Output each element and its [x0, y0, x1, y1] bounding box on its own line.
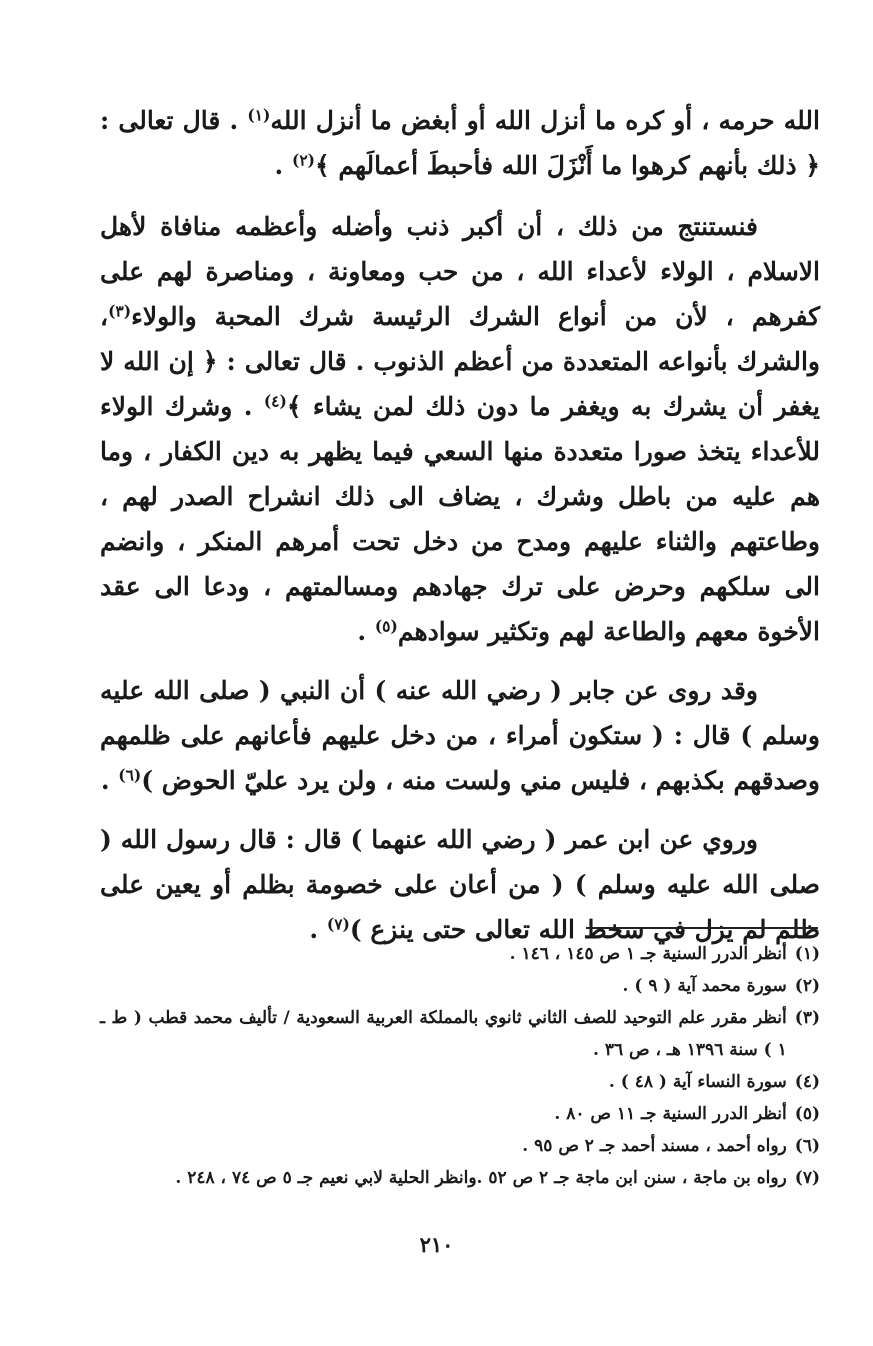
- paragraph-1: [100, 98, 820, 188]
- footnote-text: أنظر الدرر السنية جـ ١ ص ١٤٥ ، ١٤٦ .: [509, 944, 787, 964]
- footnote-ref-3: (٣): [108, 301, 132, 321]
- footnote-2: [100, 970, 820, 1002]
- footnote-ref-4: (٤): [263, 391, 287, 411]
- paragraph-2-verse: ، والشرك بأنواعه المتعددة من أعظم الذنوب . قال تعالى : ﴿ إن الله لا يغفر أن يشرك به ويغفر ما دون ذلك لمن يشاء ﴾: [100, 302, 820, 421]
- paragraph-1-text: الله حرمه ، أو كره ما أنزل الله أو أبغض ما أنزل الله: [270, 106, 820, 135]
- footnote-number: (٤): [794, 1072, 820, 1092]
- footnote-ref-5: (٥): [374, 616, 398, 636]
- footnote-text: سورة النساء آية ( ٤٨ ) .: [608, 1072, 787, 1092]
- paragraph-4: [100, 817, 820, 952]
- paragraph-2-end: .: [357, 617, 367, 646]
- paragraph-2-text: فنستنتج من ذلك ، أن أكبر ذنب وأضله وأعظمه منافاة لأهل الاسلام ، الولاء لأعداء الله ، من حب ومعاونة ، ومناصرة لهم على كفرهم ، لأن من أنواع الشرك الرئيسة شرك المحبة والولاء: [100, 212, 820, 331]
- footnotes: [100, 938, 820, 1194]
- paragraph-3: [100, 668, 820, 803]
- paragraph-2: [100, 204, 820, 654]
- paragraph-4-end: .: [309, 915, 319, 944]
- footnote-text: أنظر مقرر علم التوحيد للصف الثاني ثانوي بالمملكة العربية السعودية / تأليف محمد قطب ( ط ـ ١ ) سنة ١٣٩٦ هـ ، ص ٣٦ .: [100, 1008, 787, 1060]
- paragraph-1-end: .: [274, 151, 284, 180]
- footnote-number: (٣): [794, 1008, 820, 1028]
- footnote-number: (٧): [794, 1168, 820, 1188]
- paragraph-3-text: وقد روى عن جابر ( رضي الله عنه ) أن النبي ( صلى الله عليه وسلم ) قال : ( ستكون أمراء ، من دخل عليهم فأعانهم على ظلمهم وصدقهم بكذبهم ، فليس مني ولست منه ، ولن يرد عليّ الحوض ): [100, 676, 820, 795]
- paragraph-4-text: وروي عن ابن عمر ( رضي الله عنهما ) قال : قال رسول الله ( صلى الله عليه وسلم ) ( من أعان على خصومة بظلم أو يعين على ظلم لم يزل في سخط الله تعالى حتى ينزع ): [100, 825, 820, 944]
- main-text: [100, 98, 820, 966]
- footnote-number: (٥): [794, 1104, 820, 1124]
- paragraph-3-end: .: [100, 766, 110, 795]
- footnote-number: (١): [794, 944, 820, 964]
- footnote-ref-6: (٦): [118, 765, 142, 785]
- footnote-text: أنظر الدرر السنية جـ ١١ ص ٨٠ .: [554, 1104, 787, 1124]
- paragraph-2-rest: . وشرك الولاء للأعداء يتخذ صورا متعددة منها السعي فيما يظهر به دين الكفار ، وما هم عليه من باطل وشرك ، يضاف الى ذلك انشراح الصدر لهم ، وطاعتهم والثناء عليهم ومدح من دخل تحت أمرهم المنكر ، وانضم الى سلكهم وحرض على ترك جهادهم ومسالمتهم ، ودعا الى عقد الأخوة معهم والطاعة لهم وتكثير سوادهم: [100, 392, 820, 646]
- paragraph-1-verse: . قال تعالى : ﴿ ذلك بأنهم كرهوا ما أَنْزَلَ الله فأحبطَ أعمالَهم ﴾: [100, 106, 820, 180]
- footnote-ref-2: (٢): [291, 150, 315, 170]
- footnote-text: سورة محمد آية ( ٩ ) .: [622, 976, 787, 996]
- footnote-4: [100, 1066, 820, 1098]
- footnote-ref-1: (١): [247, 105, 271, 125]
- footnote-6: [100, 1130, 820, 1162]
- footnote-1: [100, 938, 820, 970]
- footnote-ref-7: (٧): [326, 914, 350, 934]
- footnote-3: [100, 1002, 820, 1066]
- footnote-text: رواه أحمد ، مسند أحمد جـ ٢ ص ٩٥ .: [522, 1136, 787, 1156]
- footnote-5: [100, 1098, 820, 1130]
- footnote-separator: [586, 927, 818, 929]
- footnote-text: رواه بن ماجة ، سنن ابن ماجة جـ ٢ ص ٥٢ .وانظر الحلية لابي نعيم جـ ٥ ص ٧٤ ، ٢٤٨ .: [175, 1168, 787, 1188]
- footnote-number: (٦): [794, 1136, 820, 1156]
- footnote-number: (٢): [794, 976, 820, 996]
- footnote-7: [100, 1162, 820, 1194]
- page-number: ٢١٠: [419, 1232, 454, 1257]
